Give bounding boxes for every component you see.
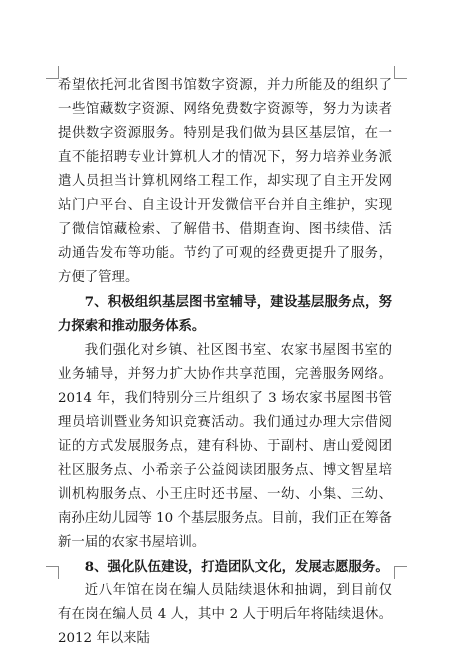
paragraph-staffing: 近八年馆在岗在编人员陆续退休和抽调，到目前仅有在岗在编人员 4 人，其中 2 人于明后年将陆续退休。2012 年以来陆 bbox=[58, 582, 392, 647]
paragraph-service-points: 我们强化对乡镇、社区图书室、农家书屋图书室的业务辅导，并努力扩大协作共享范围，完善服务网络。2014 年，我们特别分三片组织了 3 场农家书屋图书管理员培训暨业务知识竞赛活动。我们通过办理大宗借阅证的方式发展服务点，建有科协、于副村、唐山爱阅团社区服务点、小希亲子公益阅读团服务点、博文智星培训机构服务点、小王庄时还书屋、一幼、小集、三幼、南孙庄幼儿园等 10 个基层服务点。目前，我们正在筹备新一届的农家书屋培训。 bbox=[58, 342, 392, 550]
section-heading-7: 7、积极组织基层图书室辅导，建设基层服务点，努力探索和推动服务体系。 bbox=[58, 294, 392, 335]
section-heading-8: 8、强化队伍建设，打造团队文化，发展志愿服务。 bbox=[84, 558, 389, 575]
paragraph-digital-resources: 希望依托河北省图书馆数字资源，并力所能及的组织了一些馆藏数字资源、网络免费数字资源等，努力为读者提供数字资源服务。特别是我们做为县区基层馆，在一直不能招聘专业计算机人才的情况下，努力培养业务派遣人员担当计算机网络工程工作，却实现了自主开发网站门户平台、自主设计开发微信平台并自主维护，实现了微信馆藏检索、了解借书、借期查询、图书续借、活动通告发布等功能。节约了可观的经费更提升了服务，方便了管理。 bbox=[58, 78, 392, 286]
crop-mark-top-right bbox=[394, 66, 407, 79]
crop-mark-bottom-right bbox=[394, 566, 407, 579]
document-body bbox=[58, 74, 392, 651]
